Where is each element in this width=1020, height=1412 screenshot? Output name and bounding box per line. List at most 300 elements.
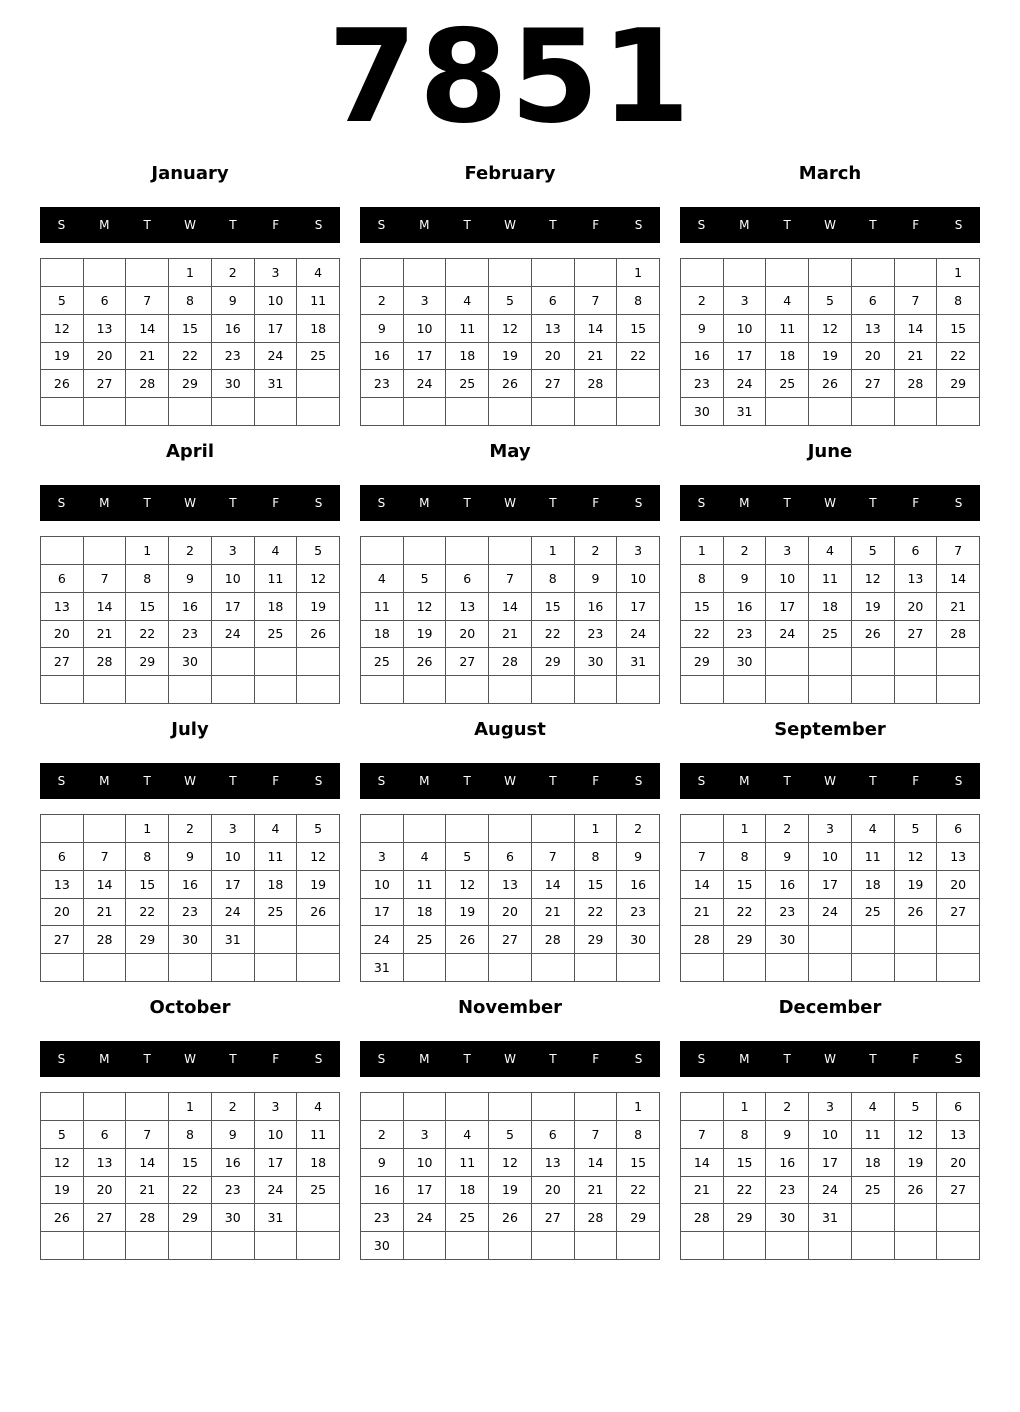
day-cell[interactable]: 24 xyxy=(766,621,809,649)
day-cell[interactable]: 7 xyxy=(937,537,980,565)
day-cell[interactable]: 15 xyxy=(575,871,618,899)
day-cell[interactable]: 12 xyxy=(852,565,895,593)
day-cell[interactable]: 14 xyxy=(575,315,618,343)
day-cell[interactable]: 14 xyxy=(532,871,575,899)
day-cell[interactable]: 21 xyxy=(681,899,724,927)
day-cell[interactable]: 8 xyxy=(126,843,169,871)
day-cell[interactable]: 30 xyxy=(766,926,809,954)
day-cell[interactable]: 7 xyxy=(84,843,127,871)
day-cell[interactable]: 28 xyxy=(895,370,938,398)
day-cell[interactable]: 2 xyxy=(212,1093,255,1121)
day-cell[interactable]: 3 xyxy=(255,1093,298,1121)
day-cell[interactable]: 6 xyxy=(41,843,84,871)
day-cell[interactable]: 24 xyxy=(212,621,255,649)
day-cell[interactable]: 12 xyxy=(41,315,84,343)
day-cell[interactable]: 28 xyxy=(681,1204,724,1232)
day-cell[interactable]: 21 xyxy=(575,343,618,371)
day-cell[interactable]: 21 xyxy=(126,1177,169,1205)
day-cell[interactable]: 3 xyxy=(617,537,660,565)
day-cell[interactable]: 8 xyxy=(617,1121,660,1149)
day-cell[interactable]: 13 xyxy=(446,593,489,621)
day-cell[interactable]: 26 xyxy=(41,370,84,398)
day-cell[interactable]: 11 xyxy=(255,565,298,593)
day-cell[interactable]: 10 xyxy=(212,843,255,871)
day-cell[interactable]: 14 xyxy=(126,315,169,343)
day-cell[interactable]: 17 xyxy=(724,343,767,371)
day-cell[interactable]: 13 xyxy=(937,843,980,871)
day-cell[interactable]: 9 xyxy=(617,843,660,871)
day-cell[interactable]: 11 xyxy=(361,593,404,621)
day-cell[interactable]: 12 xyxy=(446,871,489,899)
day-cell[interactable]: 1 xyxy=(724,1093,767,1121)
day-cell[interactable]: 8 xyxy=(532,565,575,593)
day-cell[interactable]: 2 xyxy=(169,537,212,565)
day-cell[interactable]: 10 xyxy=(255,1121,298,1149)
day-cell[interactable]: 6 xyxy=(489,843,532,871)
day-cell[interactable]: 10 xyxy=(617,565,660,593)
day-cell[interactable]: 9 xyxy=(766,1121,809,1149)
day-cell[interactable]: 28 xyxy=(126,370,169,398)
day-cell[interactable]: 16 xyxy=(169,871,212,899)
day-cell[interactable]: 10 xyxy=(724,315,767,343)
day-cell[interactable]: 27 xyxy=(937,1177,980,1205)
day-cell[interactable]: 13 xyxy=(895,565,938,593)
day-cell[interactable]: 6 xyxy=(532,1121,575,1149)
day-cell[interactable]: 1 xyxy=(532,537,575,565)
day-cell[interactable]: 26 xyxy=(297,621,340,649)
day-cell[interactable]: 24 xyxy=(404,1204,447,1232)
day-cell[interactable]: 16 xyxy=(724,593,767,621)
day-cell[interactable]: 28 xyxy=(84,648,127,676)
day-cell[interactable]: 25 xyxy=(766,370,809,398)
day-cell[interactable]: 9 xyxy=(724,565,767,593)
day-cell[interactable]: 13 xyxy=(84,1149,127,1177)
day-cell[interactable]: 12 xyxy=(489,1149,532,1177)
day-cell[interactable]: 21 xyxy=(575,1177,618,1205)
day-cell[interactable]: 25 xyxy=(446,370,489,398)
day-cell[interactable]: 3 xyxy=(255,259,298,287)
day-cell[interactable]: 9 xyxy=(766,843,809,871)
day-cell[interactable]: 30 xyxy=(766,1204,809,1232)
day-cell[interactable]: 7 xyxy=(126,1121,169,1149)
day-cell[interactable]: 30 xyxy=(212,370,255,398)
day-cell[interactable]: 10 xyxy=(404,315,447,343)
day-cell[interactable]: 2 xyxy=(361,1121,404,1149)
day-cell[interactable]: 17 xyxy=(255,315,298,343)
day-cell[interactable]: 29 xyxy=(937,370,980,398)
day-cell[interactable]: 24 xyxy=(255,1177,298,1205)
day-cell[interactable]: 7 xyxy=(575,1121,618,1149)
day-cell[interactable]: 15 xyxy=(617,315,660,343)
day-cell[interactable]: 28 xyxy=(126,1204,169,1232)
day-cell[interactable]: 28 xyxy=(84,926,127,954)
day-cell[interactable]: 27 xyxy=(895,621,938,649)
day-cell[interactable]: 25 xyxy=(446,1204,489,1232)
day-cell[interactable]: 22 xyxy=(126,899,169,927)
day-cell[interactable]: 31 xyxy=(724,398,767,426)
day-cell[interactable]: 29 xyxy=(169,1204,212,1232)
day-cell[interactable]: 18 xyxy=(446,343,489,371)
day-cell[interactable]: 21 xyxy=(937,593,980,621)
day-cell[interactable]: 17 xyxy=(404,343,447,371)
day-cell[interactable]: 20 xyxy=(532,343,575,371)
day-cell[interactable]: 13 xyxy=(489,871,532,899)
day-cell[interactable]: 25 xyxy=(852,899,895,927)
day-cell[interactable]: 24 xyxy=(809,899,852,927)
day-cell[interactable]: 30 xyxy=(361,1232,404,1260)
day-cell[interactable]: 19 xyxy=(852,593,895,621)
day-cell[interactable]: 16 xyxy=(212,315,255,343)
day-cell[interactable]: 17 xyxy=(212,871,255,899)
day-cell[interactable]: 2 xyxy=(575,537,618,565)
day-cell[interactable]: 20 xyxy=(84,343,127,371)
day-cell[interactable]: 1 xyxy=(126,537,169,565)
day-cell[interactable]: 23 xyxy=(617,899,660,927)
day-cell[interactable]: 20 xyxy=(895,593,938,621)
day-cell[interactable]: 30 xyxy=(169,926,212,954)
day-cell[interactable]: 28 xyxy=(489,648,532,676)
day-cell[interactable]: 5 xyxy=(895,1093,938,1121)
day-cell[interactable]: 15 xyxy=(937,315,980,343)
day-cell[interactable]: 11 xyxy=(446,1149,489,1177)
day-cell[interactable]: 25 xyxy=(809,621,852,649)
day-cell[interactable]: 4 xyxy=(255,537,298,565)
day-cell[interactable]: 15 xyxy=(532,593,575,621)
day-cell[interactable]: 25 xyxy=(297,343,340,371)
day-cell[interactable]: 26 xyxy=(297,899,340,927)
day-cell[interactable]: 29 xyxy=(126,648,169,676)
day-cell[interactable]: 10 xyxy=(809,843,852,871)
day-cell[interactable]: 18 xyxy=(255,871,298,899)
day-cell[interactable]: 20 xyxy=(489,899,532,927)
day-cell[interactable]: 23 xyxy=(212,343,255,371)
day-cell[interactable]: 19 xyxy=(41,1177,84,1205)
day-cell[interactable]: 29 xyxy=(617,1204,660,1232)
day-cell[interactable]: 8 xyxy=(169,1121,212,1149)
day-cell[interactable]: 20 xyxy=(41,621,84,649)
day-cell[interactable]: 21 xyxy=(84,899,127,927)
day-cell[interactable]: 16 xyxy=(212,1149,255,1177)
day-cell[interactable]: 24 xyxy=(724,370,767,398)
day-cell[interactable]: 10 xyxy=(361,871,404,899)
day-cell[interactable]: 4 xyxy=(446,287,489,315)
day-cell[interactable]: 26 xyxy=(895,1177,938,1205)
day-cell[interactable]: 2 xyxy=(169,815,212,843)
day-cell[interactable]: 26 xyxy=(895,899,938,927)
day-cell[interactable]: 22 xyxy=(724,1177,767,1205)
day-cell[interactable]: 25 xyxy=(255,621,298,649)
day-cell[interactable]: 18 xyxy=(297,315,340,343)
day-cell[interactable]: 15 xyxy=(724,871,767,899)
day-cell[interactable]: 25 xyxy=(361,648,404,676)
day-cell[interactable]: 18 xyxy=(852,1149,895,1177)
day-cell[interactable]: 28 xyxy=(532,926,575,954)
day-cell[interactable]: 15 xyxy=(724,1149,767,1177)
day-cell[interactable]: 29 xyxy=(169,370,212,398)
day-cell[interactable]: 3 xyxy=(724,287,767,315)
day-cell[interactable]: 7 xyxy=(895,287,938,315)
day-cell[interactable]: 5 xyxy=(852,537,895,565)
day-cell[interactable]: 3 xyxy=(404,1121,447,1149)
day-cell[interactable]: 7 xyxy=(84,565,127,593)
day-cell[interactable]: 26 xyxy=(446,926,489,954)
day-cell[interactable]: 29 xyxy=(532,648,575,676)
day-cell[interactable]: 23 xyxy=(169,621,212,649)
day-cell[interactable]: 14 xyxy=(937,565,980,593)
day-cell[interactable]: 24 xyxy=(809,1177,852,1205)
day-cell[interactable]: 28 xyxy=(937,621,980,649)
day-cell[interactable]: 20 xyxy=(937,1149,980,1177)
day-cell[interactable]: 15 xyxy=(126,593,169,621)
day-cell[interactable]: 3 xyxy=(212,815,255,843)
day-cell[interactable]: 19 xyxy=(297,871,340,899)
day-cell[interactable]: 14 xyxy=(681,1149,724,1177)
day-cell[interactable]: 31 xyxy=(809,1204,852,1232)
day-cell[interactable]: 27 xyxy=(41,648,84,676)
day-cell[interactable]: 15 xyxy=(169,1149,212,1177)
day-cell[interactable]: 17 xyxy=(809,1149,852,1177)
day-cell[interactable]: 9 xyxy=(681,315,724,343)
day-cell[interactable]: 29 xyxy=(724,1204,767,1232)
day-cell[interactable]: 14 xyxy=(489,593,532,621)
day-cell[interactable]: 15 xyxy=(126,871,169,899)
day-cell[interactable]: 2 xyxy=(212,259,255,287)
day-cell[interactable]: 5 xyxy=(404,565,447,593)
day-cell[interactable]: 14 xyxy=(84,871,127,899)
day-cell[interactable]: 31 xyxy=(212,926,255,954)
day-cell[interactable]: 20 xyxy=(532,1177,575,1205)
day-cell[interactable]: 1 xyxy=(617,259,660,287)
day-cell[interactable]: 20 xyxy=(852,343,895,371)
day-cell[interactable]: 19 xyxy=(41,343,84,371)
day-cell[interactable]: 31 xyxy=(255,370,298,398)
day-cell[interactable]: 6 xyxy=(446,565,489,593)
day-cell[interactable]: 13 xyxy=(532,1149,575,1177)
day-cell[interactable]: 23 xyxy=(169,899,212,927)
day-cell[interactable]: 13 xyxy=(41,593,84,621)
day-cell[interactable]: 25 xyxy=(297,1177,340,1205)
day-cell[interactable]: 18 xyxy=(766,343,809,371)
day-cell[interactable]: 8 xyxy=(724,1121,767,1149)
day-cell[interactable]: 24 xyxy=(617,621,660,649)
day-cell[interactable]: 8 xyxy=(575,843,618,871)
day-cell[interactable]: 3 xyxy=(361,843,404,871)
day-cell[interactable]: 12 xyxy=(404,593,447,621)
day-cell[interactable]: 3 xyxy=(809,1093,852,1121)
day-cell[interactable]: 30 xyxy=(681,398,724,426)
day-cell[interactable]: 27 xyxy=(489,926,532,954)
day-cell[interactable]: 13 xyxy=(41,871,84,899)
day-cell[interactable]: 29 xyxy=(724,926,767,954)
day-cell[interactable]: 21 xyxy=(489,621,532,649)
day-cell[interactable]: 31 xyxy=(361,954,404,982)
day-cell[interactable]: 14 xyxy=(681,871,724,899)
day-cell[interactable]: 9 xyxy=(169,843,212,871)
day-cell[interactable]: 22 xyxy=(724,899,767,927)
day-cell[interactable]: 30 xyxy=(724,648,767,676)
day-cell[interactable]: 22 xyxy=(532,621,575,649)
day-cell[interactable]: 11 xyxy=(297,287,340,315)
day-cell[interactable]: 1 xyxy=(617,1093,660,1121)
day-cell[interactable]: 7 xyxy=(575,287,618,315)
day-cell[interactable]: 10 xyxy=(809,1121,852,1149)
day-cell[interactable]: 27 xyxy=(852,370,895,398)
day-cell[interactable]: 12 xyxy=(895,1121,938,1149)
day-cell[interactable]: 17 xyxy=(809,871,852,899)
day-cell[interactable]: 14 xyxy=(575,1149,618,1177)
day-cell[interactable]: 22 xyxy=(575,899,618,927)
day-cell[interactable]: 3 xyxy=(809,815,852,843)
day-cell[interactable]: 22 xyxy=(169,1177,212,1205)
day-cell[interactable]: 4 xyxy=(852,1093,895,1121)
day-cell[interactable]: 20 xyxy=(446,621,489,649)
day-cell[interactable]: 4 xyxy=(809,537,852,565)
day-cell[interactable]: 4 xyxy=(404,843,447,871)
day-cell[interactable]: 15 xyxy=(617,1149,660,1177)
day-cell[interactable]: 17 xyxy=(255,1149,298,1177)
day-cell[interactable]: 27 xyxy=(41,926,84,954)
day-cell[interactable]: 23 xyxy=(361,1204,404,1232)
day-cell[interactable]: 5 xyxy=(446,843,489,871)
day-cell[interactable]: 30 xyxy=(617,926,660,954)
day-cell[interactable]: 24 xyxy=(255,343,298,371)
day-cell[interactable]: 17 xyxy=(766,593,809,621)
day-cell[interactable]: 5 xyxy=(41,287,84,315)
day-cell[interactable]: 8 xyxy=(169,287,212,315)
day-cell[interactable]: 14 xyxy=(126,1149,169,1177)
day-cell[interactable]: 2 xyxy=(681,287,724,315)
day-cell[interactable]: 9 xyxy=(361,315,404,343)
day-cell[interactable]: 14 xyxy=(84,593,127,621)
day-cell[interactable]: 18 xyxy=(404,899,447,927)
day-cell[interactable]: 5 xyxy=(489,287,532,315)
day-cell[interactable]: 19 xyxy=(446,899,489,927)
day-cell[interactable]: 5 xyxy=(489,1121,532,1149)
day-cell[interactable]: 1 xyxy=(126,815,169,843)
day-cell[interactable]: 9 xyxy=(361,1149,404,1177)
day-cell[interactable]: 9 xyxy=(212,1121,255,1149)
day-cell[interactable]: 17 xyxy=(212,593,255,621)
day-cell[interactable]: 6 xyxy=(895,537,938,565)
day-cell[interactable]: 15 xyxy=(681,593,724,621)
day-cell[interactable]: 23 xyxy=(575,621,618,649)
day-cell[interactable]: 11 xyxy=(446,315,489,343)
day-cell[interactable]: 19 xyxy=(489,1177,532,1205)
day-cell[interactable]: 16 xyxy=(766,871,809,899)
day-cell[interactable]: 26 xyxy=(489,370,532,398)
day-cell[interactable]: 23 xyxy=(212,1177,255,1205)
day-cell[interactable]: 19 xyxy=(895,871,938,899)
day-cell[interactable]: 16 xyxy=(169,593,212,621)
day-cell[interactable]: 18 xyxy=(852,871,895,899)
day-cell[interactable]: 27 xyxy=(446,648,489,676)
day-cell[interactable]: 24 xyxy=(404,370,447,398)
day-cell[interactable]: 3 xyxy=(212,537,255,565)
day-cell[interactable]: 26 xyxy=(852,621,895,649)
day-cell[interactable]: 12 xyxy=(41,1149,84,1177)
day-cell[interactable]: 23 xyxy=(724,621,767,649)
day-cell[interactable]: 5 xyxy=(41,1121,84,1149)
day-cell[interactable]: 29 xyxy=(681,648,724,676)
day-cell[interactable]: 10 xyxy=(255,287,298,315)
day-cell[interactable]: 6 xyxy=(852,287,895,315)
day-cell[interactable]: 27 xyxy=(532,370,575,398)
day-cell[interactable]: 26 xyxy=(404,648,447,676)
day-cell[interactable]: 9 xyxy=(575,565,618,593)
day-cell[interactable]: 11 xyxy=(852,843,895,871)
day-cell[interactable]: 18 xyxy=(297,1149,340,1177)
day-cell[interactable]: 23 xyxy=(361,370,404,398)
day-cell[interactable]: 12 xyxy=(297,843,340,871)
day-cell[interactable]: 1 xyxy=(169,259,212,287)
day-cell[interactable]: 6 xyxy=(937,815,980,843)
day-cell[interactable]: 20 xyxy=(937,871,980,899)
day-cell[interactable]: 14 xyxy=(895,315,938,343)
day-cell[interactable]: 24 xyxy=(361,926,404,954)
day-cell[interactable]: 2 xyxy=(766,815,809,843)
day-cell[interactable]: 12 xyxy=(297,565,340,593)
day-cell[interactable]: 21 xyxy=(126,343,169,371)
day-cell[interactable]: 7 xyxy=(532,843,575,871)
day-cell[interactable]: 16 xyxy=(766,1149,809,1177)
day-cell[interactable]: 1 xyxy=(724,815,767,843)
day-cell[interactable]: 30 xyxy=(575,648,618,676)
day-cell[interactable]: 4 xyxy=(297,1093,340,1121)
day-cell[interactable]: 19 xyxy=(404,621,447,649)
day-cell[interactable]: 8 xyxy=(617,287,660,315)
day-cell[interactable]: 18 xyxy=(255,593,298,621)
day-cell[interactable]: 8 xyxy=(681,565,724,593)
day-cell[interactable]: 4 xyxy=(766,287,809,315)
day-cell[interactable]: 3 xyxy=(766,537,809,565)
day-cell[interactable]: 18 xyxy=(361,621,404,649)
day-cell[interactable]: 6 xyxy=(84,287,127,315)
day-cell[interactable]: 9 xyxy=(169,565,212,593)
day-cell[interactable]: 10 xyxy=(766,565,809,593)
day-cell[interactable]: 12 xyxy=(895,843,938,871)
day-cell[interactable]: 22 xyxy=(126,621,169,649)
day-cell[interactable]: 16 xyxy=(681,343,724,371)
day-cell[interactable]: 13 xyxy=(84,315,127,343)
day-cell[interactable]: 25 xyxy=(404,926,447,954)
day-cell[interactable]: 29 xyxy=(126,926,169,954)
day-cell[interactable]: 26 xyxy=(809,370,852,398)
day-cell[interactable]: 21 xyxy=(895,343,938,371)
day-cell[interactable]: 20 xyxy=(84,1177,127,1205)
day-cell[interactable]: 8 xyxy=(724,843,767,871)
day-cell[interactable]: 2 xyxy=(766,1093,809,1121)
day-cell[interactable]: 31 xyxy=(255,1204,298,1232)
day-cell[interactable]: 8 xyxy=(937,287,980,315)
day-cell[interactable]: 6 xyxy=(41,565,84,593)
day-cell[interactable]: 13 xyxy=(937,1121,980,1149)
day-cell[interactable]: 11 xyxy=(404,871,447,899)
day-cell[interactable]: 19 xyxy=(489,343,532,371)
day-cell[interactable]: 11 xyxy=(766,315,809,343)
day-cell[interactable]: 18 xyxy=(446,1177,489,1205)
day-cell[interactable]: 30 xyxy=(212,1204,255,1232)
day-cell[interactable]: 27 xyxy=(84,1204,127,1232)
day-cell[interactable]: 22 xyxy=(169,343,212,371)
day-cell[interactable]: 4 xyxy=(361,565,404,593)
day-cell[interactable]: 16 xyxy=(575,593,618,621)
day-cell[interactable]: 5 xyxy=(297,815,340,843)
day-cell[interactable]: 5 xyxy=(297,537,340,565)
day-cell[interactable]: 22 xyxy=(617,1177,660,1205)
day-cell[interactable]: 26 xyxy=(489,1204,532,1232)
day-cell[interactable]: 2 xyxy=(724,537,767,565)
day-cell[interactable]: 8 xyxy=(126,565,169,593)
